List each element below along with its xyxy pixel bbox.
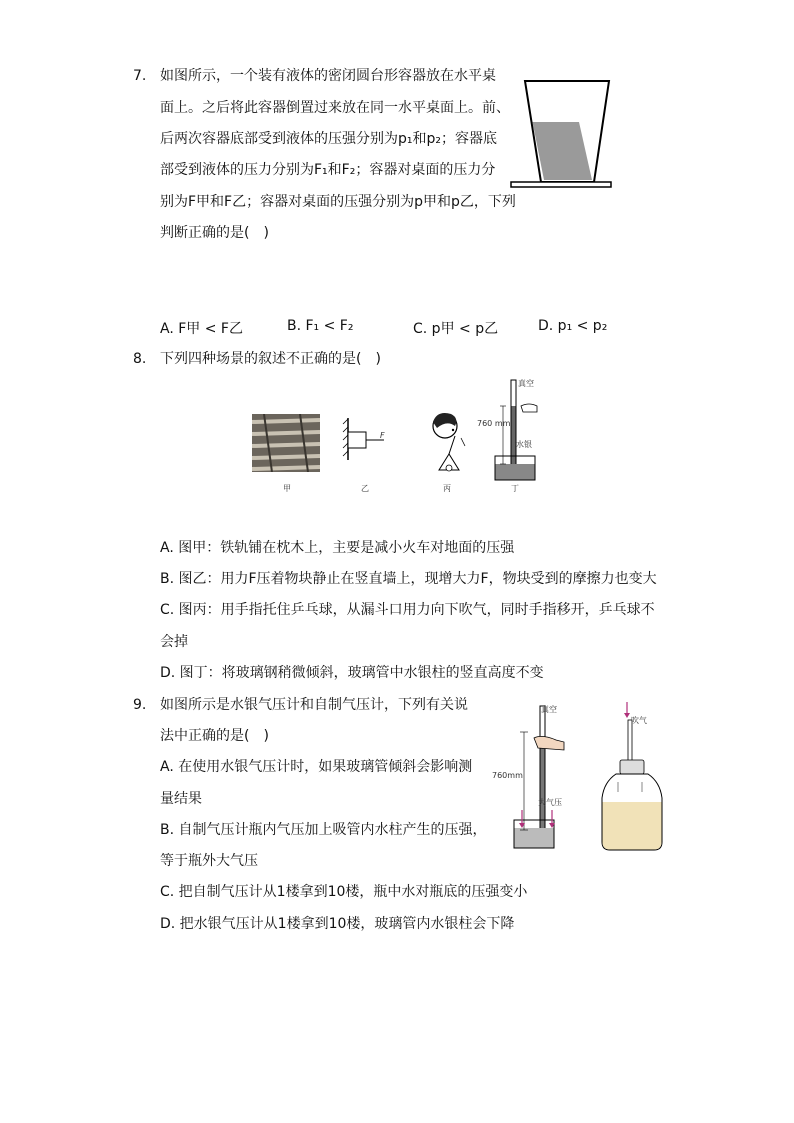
question-8-option-b[interactable]: B. 图乙：用力F压着物块静止在竖直墙上，现增大力F，物块受到的摩擦力也变大 xyxy=(160,571,657,587)
height-label-1: 760 mm xyxy=(477,419,511,428)
figure-label-bing: 丙 xyxy=(443,484,451,493)
question-8-option-c[interactable]: C. 图丙：用手指托住乒乓球，从漏斗口用力向下吹气，同时手指移开，乒乓球不 xyxy=(160,602,655,618)
question-8-option-d[interactable]: D. 图丁：将玻璃钢稍微倾斜，玻璃管中水银柱的竖直高度不变 xyxy=(160,665,544,681)
blow-label: 吹气 xyxy=(631,716,647,725)
question-7-option-c[interactable]: C. p甲 < p乙 xyxy=(413,321,499,337)
question-9-option-a[interactable]: A. 在使用水银气压计时，如果玻璃管倾斜会影响测 xyxy=(160,759,473,775)
question-8-number: 8. xyxy=(133,351,147,367)
question-9-number: 9. xyxy=(133,697,147,713)
question-8-stem: 下列四种场景的叙述不正确的是( ) xyxy=(160,351,381,367)
force-label: F xyxy=(380,431,385,440)
mercury-label: 水银 xyxy=(516,440,532,449)
question-7-line-5: 别为F甲和F乙；容器对桌面的压强分别为p甲和p乙，下列 xyxy=(160,194,516,210)
height-label-2: 760mm xyxy=(492,771,523,780)
question-9-option-b[interactable]: B. 自制气压计瓶内气压加上吸管内水柱产生的压强， xyxy=(160,822,487,838)
figure-label-ding: 丁 xyxy=(511,484,519,493)
question-8-option-a[interactable]: A. 图甲：铁轨铺在枕木上，主要是减小火车对地面的压强 xyxy=(160,540,515,556)
question-9-line-1: 如图所示是水银气压计和自制气压计，下列有关说 xyxy=(160,697,468,713)
question-9-option-d[interactable]: D. 把水银气压计从1楼拿到10楼，玻璃管内水银柱会下降 xyxy=(160,916,515,932)
vacuum-label-1: 真空 xyxy=(518,379,534,388)
question-8-option-c-cont: 会掉 xyxy=(160,634,188,650)
funnel-blow-figure xyxy=(425,408,470,478)
figure-label-yi: 乙 xyxy=(361,484,369,493)
mercury-barometer-figure xyxy=(493,376,545,482)
question-9-option-b-cont: 等于瓶外大气压 xyxy=(160,853,258,869)
railway-figure xyxy=(252,414,320,472)
vacuum-label-2: 真空 xyxy=(541,705,557,714)
container-figure xyxy=(508,76,614,194)
atm-label: 大气压 xyxy=(538,798,562,807)
question-7-option-b[interactable]: B. F₁ < F₂ xyxy=(287,318,354,334)
figure-label-jia: 甲 xyxy=(283,484,291,493)
question-7-line-1: 如图所示，一个装有液体的密闭圆台形容器放在水平桌 xyxy=(160,68,496,84)
question-9-option-a-cont: 量结果 xyxy=(160,791,202,807)
question-7-line-3: 后两次容器底部受到液体的压强分别为p₁和p₂；容器底 xyxy=(160,131,497,147)
question-9-option-c[interactable]: C. 把自制气压计从1楼拿到10楼，瓶中水对瓶底的压强变小 xyxy=(160,884,528,900)
question-7-option-a[interactable]: A. F甲 < F乙 xyxy=(160,321,243,337)
question-7-line-2: 面上。之后将此容器倒置过来放在同一水平桌面上。前、 xyxy=(160,100,510,116)
question-7-number: 7. xyxy=(133,68,147,84)
question-7-option-d[interactable]: D. p₁ < p₂ xyxy=(538,318,608,334)
question-7-line-4: 部受到液体的压力分别为F₁和F₂；容器对桌面的压力分 xyxy=(160,162,496,178)
question-7-line-6: 判断正确的是( ) xyxy=(160,225,269,241)
question-9-line-2: 法中正确的是( ) xyxy=(160,728,269,744)
